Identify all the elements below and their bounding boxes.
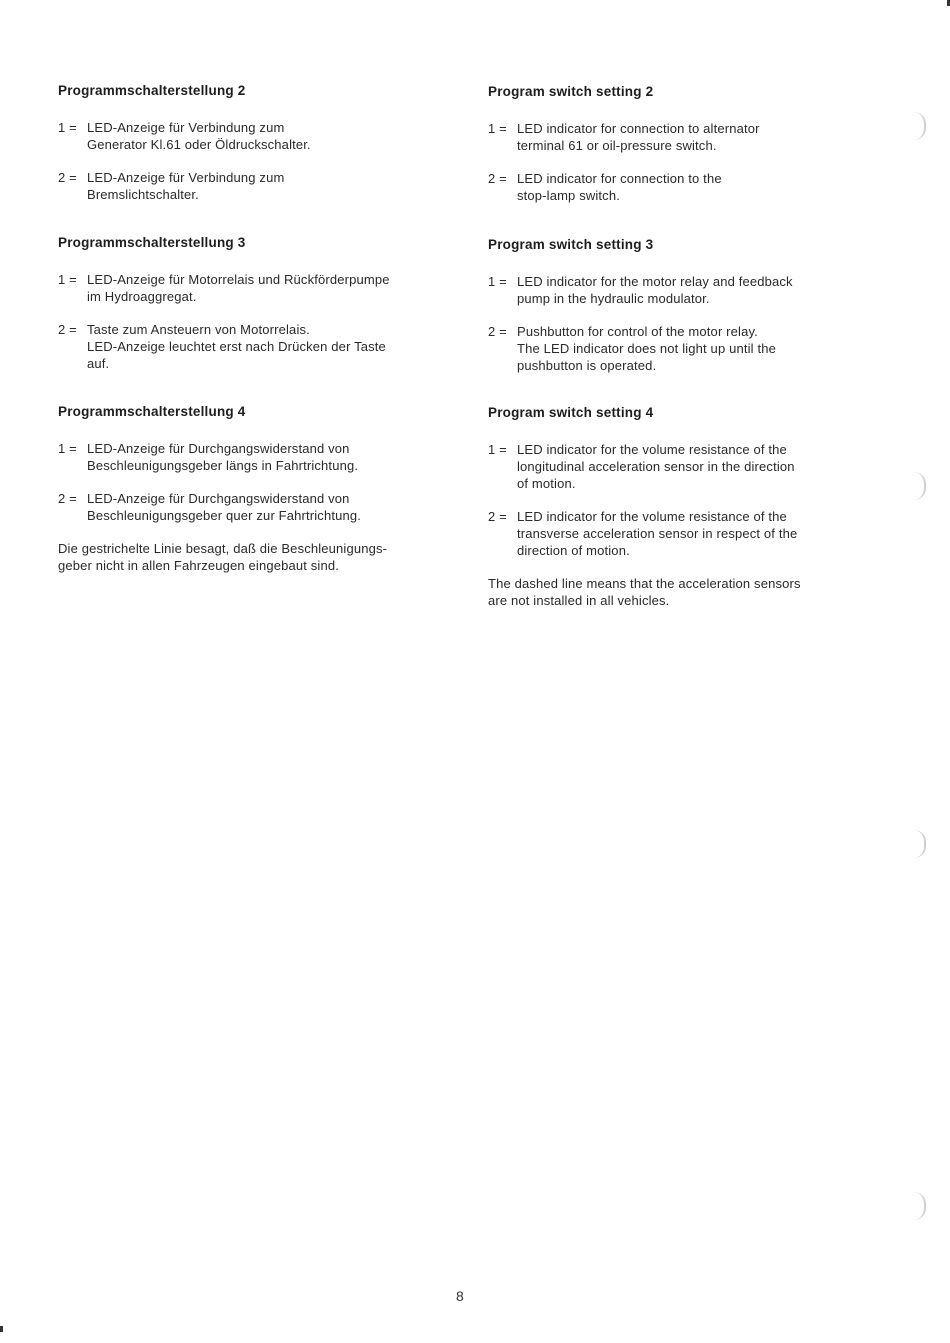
section-heading: Program switch setting 3	[488, 237, 654, 252]
item-text: Pushbutton for control of the motor relay. The LED indicator does not light up until the pushbutton is operated.	[517, 324, 776, 373]
dashed-line-note: The dashed line means that the acceleration sensors are not installed in all vehicles.	[488, 576, 801, 608]
section-setting-2-en	[488, 84, 868, 220]
list-item	[58, 169, 458, 203]
item-text: LED-Anzeige für Durchgangswiderstand von Beschleunigungsgeber längs in Fahrtrichtung.	[87, 441, 359, 473]
item-text: LED-Anzeige für Verbindung zum Bremslichtschalter.	[87, 170, 285, 202]
item-text: LED indicator for the volume resistance of the longitudinal acceleration sensor in the direction of motion.	[517, 442, 795, 491]
section-setting-4-de	[58, 404, 458, 574]
punch-hole-mark	[914, 472, 926, 500]
item-number: 2 =	[488, 324, 507, 339]
section-heading: Program switch setting 4	[488, 405, 654, 420]
item-text: LED indicator for the motor relay and feedback pump in the hydraulic modulator.	[517, 274, 793, 306]
section-heading: Programmschalterstellung 3	[58, 235, 246, 250]
section-setting-2-de	[58, 83, 458, 219]
item-number: 1 =	[58, 120, 77, 135]
list-item	[488, 120, 868, 154]
punch-hole-mark	[914, 112, 926, 140]
item-text: LED indicator for connection to the stop-lamp switch.	[517, 171, 722, 203]
list-item	[488, 170, 868, 204]
list-item	[488, 441, 868, 492]
item-number: 1 =	[488, 442, 507, 457]
section-setting-3-en	[488, 237, 868, 390]
section-heading: Program switch setting 2	[488, 84, 654, 99]
item-text: LED indicator for connection to alternator terminal 61 or oil-pressure switch.	[517, 121, 760, 153]
list-item	[58, 490, 458, 524]
item-number: 1 =	[58, 272, 77, 287]
item-number: 2 =	[488, 171, 507, 186]
section-setting-3-de	[58, 235, 458, 388]
item-text: LED-Anzeige für Durchgangswiderstand von Beschleunigungsgeber quer zur Fahrtrichtung.	[87, 491, 361, 523]
list-item	[58, 440, 458, 474]
item-text: Taste zum Ansteuern von Motorrelais. LED-Anzeige leuchtet erst nach Drücken der Taste auf.	[87, 322, 386, 371]
punch-hole-mark	[914, 1192, 926, 1220]
list-item	[488, 323, 868, 374]
list-item	[58, 119, 458, 153]
list-item	[58, 271, 458, 305]
list-item	[488, 508, 868, 559]
item-number: 2 =	[58, 322, 77, 337]
item-number: 1 =	[488, 121, 507, 136]
item-number: 2 =	[58, 491, 77, 506]
section-setting-4-en	[488, 405, 868, 609]
page-number: 8	[456, 1288, 464, 1304]
item-text: LED indicator for the volume resistance of the transverse acceleration sensor in respect of the direction of motion.	[517, 509, 798, 558]
item-text: LED-Anzeige für Motorrelais und Rückförderpumpe im Hydroaggregat.	[87, 272, 390, 304]
item-number: 2 =	[58, 170, 77, 185]
dashed-line-note: Die gestrichelte Linie besagt, daß die Beschleunigungs- geber nicht in allen Fahrzeugen eingebaut sind.	[58, 541, 388, 573]
item-text: LED-Anzeige für Verbindung zum Generator Kl.61 oder Öldruckschalter.	[87, 120, 311, 152]
punch-hole-mark	[914, 830, 926, 858]
list-item	[488, 273, 868, 307]
section-heading: Programmschalterstellung 2	[58, 83, 246, 98]
item-number: 1 =	[488, 274, 507, 289]
item-number: 1 =	[58, 441, 77, 456]
section-heading: Programmschalterstellung 4	[58, 404, 246, 419]
item-number: 2 =	[488, 509, 507, 524]
scan-edge-mark	[0, 1326, 3, 1332]
list-item	[58, 321, 458, 372]
